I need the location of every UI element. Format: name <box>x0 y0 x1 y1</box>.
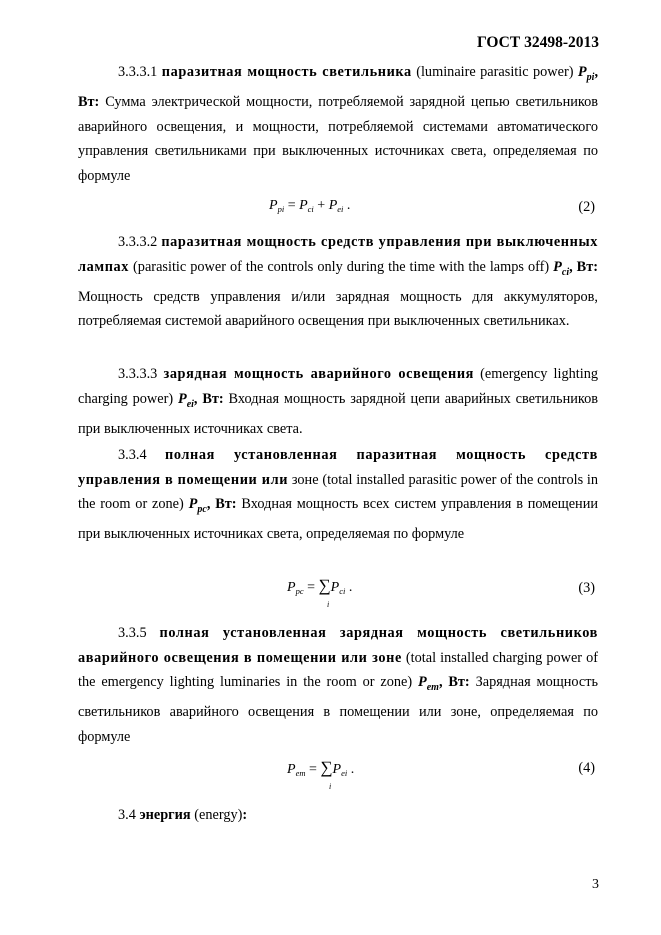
symbol: $P_{em}$ <box>417 674 439 693</box>
term: энергия <box>139 807 191 823</box>
definition-3-4 <box>78 803 598 828</box>
colon: : <box>242 807 248 823</box>
unit: , Вт: <box>569 258 598 275</box>
unit: , Вт: <box>78 64 599 111</box>
definition-text: Входная мощность всех систем управления в помещении при выключенных источниках света, определяемая по формуле <box>78 496 599 543</box>
definition-3-3-4 <box>78 443 598 547</box>
definition-text: Входная мощность зарядной цепи аварийных светильников при выключенных источниках света. <box>78 390 598 437</box>
definition-text: Сумма электрической мощности, потребляемой зарядной цепью светильников аварийного освещения, и мощности, потребляемой системами автоматического управления светильниками при выключенных источниках света, определяемая по формуле <box>78 94 598 184</box>
clause-number: 3.3.3.3 <box>118 366 158 382</box>
definition-3-3-3-3 <box>78 362 598 441</box>
symbol: $P_{ci}$ <box>553 258 570 278</box>
formula-2: $P_{pi} = P_{ci} + P_{ei}$ . <box>269 198 351 214</box>
standard-header: ГОСТ 32498-2013 <box>476 34 599 51</box>
term: зарядная мощность аварийного освещения <box>163 366 475 382</box>
equation-number-2: (2) <box>578 199 595 215</box>
english-term: (emergency lighting charging power) <box>78 366 598 407</box>
term: паразитная мощность средств управления при выключенных лампах <box>78 234 598 275</box>
symbol: $P_{pc}$ <box>188 496 207 515</box>
clause-number: 3.3.5 <box>118 625 147 641</box>
clause-number: 3.3.4 <box>118 447 147 463</box>
clause-number: 3.3.3.2 <box>118 234 158 250</box>
definition-3-3-3-1 <box>78 60 598 188</box>
term-plain: зоне <box>291 471 319 488</box>
english-term: (total installed parasitic power of the controls in the room or zone) <box>78 471 599 512</box>
page-number: 3 <box>592 877 599 892</box>
english-term: (parasitic power of the controls only during the time with the lamps off) <box>133 258 550 275</box>
sum-index-3: i <box>327 600 330 609</box>
sum-index-4: i <box>329 782 332 791</box>
symbol: $P_{pi}$ <box>577 64 595 83</box>
definition-3-3-5 <box>78 621 598 749</box>
english-term: (total installed charging power of the emergency lighting luminaries in the room or zone) <box>78 649 598 690</box>
term: паразитная мощность светильника <box>161 64 412 80</box>
unit: , Вт: <box>206 496 237 512</box>
definition-3-3-3-2 <box>78 230 598 334</box>
formula-3: $P_{pc} = \sum P_{ci}$ . <box>287 576 353 596</box>
definition-text: Мощность средств управления и/или зарядная мощность для аккумуляторов, потребляемая системой аварийного освещения при выключенных светильниках. <box>78 288 598 330</box>
clause-number: 3.4 <box>118 807 136 823</box>
clause-number: 3.3.3.1 <box>118 64 158 80</box>
definition-text: Зарядная мощность светильников аварийного освещения в помещении или зоне, определяемая по формуле <box>78 674 598 745</box>
english-term: (energy) <box>194 807 243 823</box>
term: полная установленная паразитная мощность средств управления в помещении или <box>78 447 598 488</box>
equation-number-3: (3) <box>578 580 595 596</box>
symbol: $P_{ei}$ <box>177 390 194 410</box>
unit: , Вт: <box>193 390 224 407</box>
english-term: (luminaire parasitic power) <box>416 64 574 80</box>
unit: , Вт: <box>438 674 470 690</box>
equation-number-4: (4) <box>578 760 595 776</box>
formula-4: $P_{em} = \sum P_{ei}$ . <box>287 758 355 778</box>
term: полная установленная зарядная мощность светильников аварийного освещения в помещении или зоне <box>78 625 599 666</box>
